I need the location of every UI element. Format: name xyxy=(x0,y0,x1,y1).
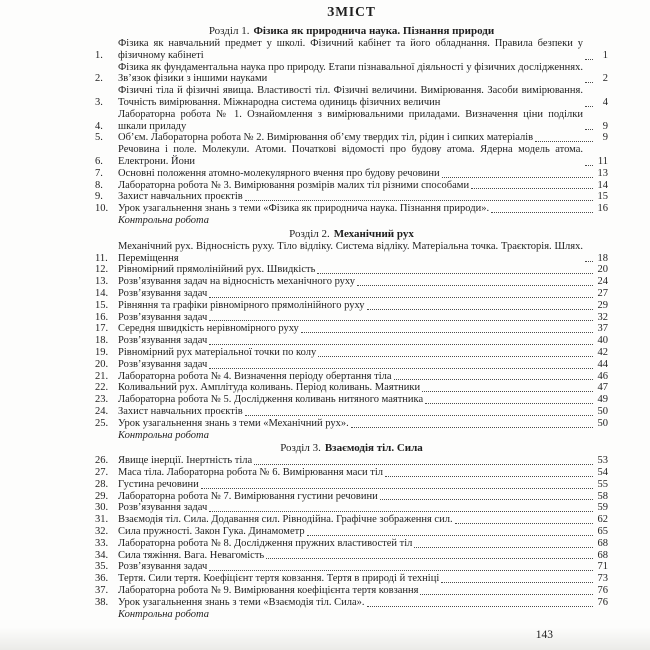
entry-number: 12. xyxy=(95,264,109,276)
entry-page: 55 xyxy=(597,478,608,490)
entry-page: 50 xyxy=(597,417,608,429)
toc-section xyxy=(95,25,608,227)
entry-title: Лабораторна робота № 7. Вимірювання густини речовини xyxy=(118,490,378,502)
entry-number: 1. xyxy=(95,49,103,61)
entry-page: 24 xyxy=(597,276,608,288)
entry-title: Об’єм. Лабораторна робота № 2. Вимірювання об’єму твердих тіл, рідин і сипких матеріалів xyxy=(118,132,534,144)
dot-leader xyxy=(209,569,593,571)
entry-title: Розв’язування задач xyxy=(118,561,208,573)
section-items xyxy=(95,455,608,608)
dot-leader xyxy=(357,284,593,286)
control-work-note: Контрольна робота xyxy=(118,214,210,226)
toc-entry xyxy=(95,191,608,203)
entry-number: 20. xyxy=(95,358,109,370)
entry-title: Захист навчальних проєктів xyxy=(118,405,243,417)
toc-entry xyxy=(95,312,608,324)
entry-title: Розв’язування задач xyxy=(118,287,208,299)
page-title: ЗМІСТ xyxy=(327,4,376,19)
entry-page: 44 xyxy=(597,358,608,370)
entry-title: Рівняння та графіки рівномірного прямолінійного руху xyxy=(118,299,365,311)
toc-entry xyxy=(95,538,608,550)
entry-number: 38. xyxy=(95,596,109,608)
toc-entry xyxy=(95,132,608,144)
entry-number: 28. xyxy=(95,478,109,490)
entry-number: 21. xyxy=(95,370,109,382)
entry-number: 11. xyxy=(95,252,108,264)
toc-entry xyxy=(95,62,608,86)
toc-entry xyxy=(95,300,608,312)
entry-number: 5. xyxy=(95,132,103,144)
entry-number: 16. xyxy=(95,311,109,323)
entry-page: 9 xyxy=(602,132,608,144)
dot-leader xyxy=(380,498,593,500)
toc-sections xyxy=(95,25,608,620)
entry-number: 27. xyxy=(95,467,109,479)
entry-number: 10. xyxy=(95,203,109,215)
entry-number: 25. xyxy=(95,417,109,429)
dot-leader xyxy=(209,343,593,345)
dot-leader xyxy=(209,510,593,512)
entry-number: 14. xyxy=(95,287,109,299)
dot-leader xyxy=(209,319,593,321)
dot-leader xyxy=(471,187,593,189)
entry-title: Лабораторна робота № 5. Дослідження коливань нитяного маятника xyxy=(118,394,424,406)
toc-entry xyxy=(95,394,608,406)
toc-entry xyxy=(95,597,608,609)
entry-page: 20 xyxy=(597,264,608,276)
dot-leader xyxy=(245,199,593,201)
dot-leader xyxy=(585,58,593,60)
entry-number: 36. xyxy=(95,573,109,585)
dot-leader xyxy=(385,475,593,477)
entry-number: 9. xyxy=(95,191,103,203)
entry-title: Взаємодія тіл. Сила. Додавання сил. Рівнодійна. Графічне зображення сил. xyxy=(118,514,453,526)
toc-entry xyxy=(95,109,608,133)
entry-page: 62 xyxy=(597,514,608,526)
section-title: Фізика як природнича наука. Пізнання природи xyxy=(253,25,495,37)
entry-title: Коливальний рух. Амплітуда коливань. Період коливань. Маятники xyxy=(118,382,421,394)
toc-entry xyxy=(95,550,608,562)
entry-title: Урок узагальнення знань з теми «Фізика як природнича наука. Пізнання природи». xyxy=(118,203,490,215)
entry-title: Тертя. Сили тертя. Коефіцієнт тертя ковзання. Тертя в природі й техніці xyxy=(118,573,440,585)
entry-page: 76 xyxy=(597,585,608,597)
section-title: Взаємодія тіл. Сила xyxy=(324,442,423,455)
entry-number: 30. xyxy=(95,502,109,514)
dot-leader xyxy=(425,402,593,404)
toc-entry xyxy=(95,323,608,335)
entry-title: Фізичні тіла й фізичні явища. Властивості тіл. Фізичні величини. Вимірювання. Засоби вимірювання. Точність вимірювання. Міжнародна система одиниць фізичних величин xyxy=(118,85,583,108)
toc-entry xyxy=(95,455,608,467)
entry-title: Механічний рух. Відносність руху. Тіло відліку. Система відліку. Матеріальна точка. Траєкторія. Шлях. Переміщення xyxy=(118,240,583,264)
entry-page: 27 xyxy=(597,287,608,299)
entry-page: 76 xyxy=(597,596,608,608)
entry-page: 18 xyxy=(597,252,608,264)
entry-title: Лабораторна робота № 3. Вимірювання розмірів малих тіл різними способами xyxy=(118,179,470,191)
entry-number: 22. xyxy=(95,382,109,394)
entry-page: 32 xyxy=(597,311,608,323)
toc-entry xyxy=(95,144,608,168)
entry-page: 11 xyxy=(597,155,608,167)
toc-entry xyxy=(95,168,608,180)
toc-entry xyxy=(95,406,608,418)
toc-entry xyxy=(95,526,608,538)
entry-number: 26. xyxy=(95,455,109,467)
entry-number: 32. xyxy=(95,526,109,538)
dot-leader xyxy=(585,164,593,166)
entry-page: 68 xyxy=(597,549,608,561)
dot-leader xyxy=(245,414,593,416)
entry-title: Лабораторна робота № 9. Вимірювання коефіцієнта тертя ковзання xyxy=(118,585,419,597)
dot-leader xyxy=(585,81,593,83)
entry-title: Розв’язування задач xyxy=(118,335,208,347)
entry-number: 3. xyxy=(95,96,103,108)
dot-leader xyxy=(491,211,593,213)
entry-page: 37 xyxy=(597,323,608,335)
entry-number: 35. xyxy=(95,561,109,573)
section-items xyxy=(95,38,608,215)
entry-title: Речовина і поле. Молекули. Атоми. Початкові відомості про будову атома. Ядерна модель атома. Електрони. Йони xyxy=(118,144,583,167)
entry-title: Урок узагальнення знань з теми «Взаємодія тіл. Сила». xyxy=(118,596,365,608)
entry-title: Лабораторна робота № 4. Визначення періоду обертання тіла xyxy=(118,370,392,382)
section-number: Розділ 3. xyxy=(280,442,321,455)
entry-number: 33. xyxy=(95,537,109,549)
dot-leader xyxy=(318,355,593,357)
page-number: 143 xyxy=(535,629,553,642)
toc-entry xyxy=(95,491,608,503)
toc-entry xyxy=(95,502,608,514)
entry-title: Розв’язування задач xyxy=(118,358,208,370)
dot-leader xyxy=(455,522,593,524)
entry-number: 6. xyxy=(95,155,103,167)
toc-entry xyxy=(95,573,608,585)
toc-section xyxy=(95,228,608,442)
toc-entry xyxy=(95,479,608,491)
toc-entry xyxy=(95,276,608,288)
dot-leader xyxy=(307,534,593,536)
entry-page: 71 xyxy=(597,561,608,573)
entry-title: Лабораторна робота № 1. Ознайомлення з вимірювальними приладами. Визначення ціни поділки шкали приладу xyxy=(118,108,583,132)
dot-leader xyxy=(441,581,593,583)
dot-leader xyxy=(535,140,593,142)
entry-page: 73 xyxy=(597,573,608,585)
entry-page: 1 xyxy=(602,49,608,61)
section-heading xyxy=(95,442,608,455)
toc-entry xyxy=(95,241,608,265)
entry-title: Явище інерції. Інертність тіла xyxy=(118,455,253,467)
toc-entry xyxy=(95,585,608,597)
entry-number: 24. xyxy=(95,405,109,417)
toc-entry xyxy=(95,561,608,573)
dot-leader xyxy=(351,426,593,428)
entry-number: 23. xyxy=(95,394,109,406)
dot-leader xyxy=(422,390,593,392)
dot-leader xyxy=(585,105,593,107)
section-items xyxy=(95,241,608,430)
entry-number: 17. xyxy=(95,323,109,335)
section-number: Розділ 2. xyxy=(289,227,330,240)
entry-title: Розв’язування задач xyxy=(118,502,208,514)
entry-number: 2. xyxy=(95,73,103,85)
entry-title: Густина речовини xyxy=(118,478,199,490)
entry-page: 14 xyxy=(597,179,608,191)
control-work-note: Контрольна робота xyxy=(118,608,210,620)
dot-leader xyxy=(585,260,593,262)
section-number: Розділ 1. xyxy=(208,25,250,37)
entry-page: 50 xyxy=(597,405,608,417)
entry-number: 29. xyxy=(95,490,109,502)
entry-page: 59 xyxy=(597,502,608,514)
entry-page: 13 xyxy=(597,167,608,179)
toc-entry xyxy=(95,359,608,371)
dot-leader xyxy=(317,272,593,274)
entry-title: Сила пружності. Закон Гука. Динамометр xyxy=(118,526,305,538)
entry-title: Маса тіла. Лабораторна робота № 6. Вимірювання маси тіл xyxy=(118,467,384,479)
dot-leader xyxy=(201,487,593,489)
entry-page: 65 xyxy=(597,526,608,538)
entry-number: 18. xyxy=(95,335,109,347)
toc-entry xyxy=(95,514,608,526)
entry-number: 19. xyxy=(95,346,109,358)
dot-leader xyxy=(394,378,593,380)
entry-page: 9 xyxy=(602,120,608,132)
entry-page: 40 xyxy=(597,335,608,347)
entry-title: Лабораторна робота № 8. Дослідження пружних властивостей тіл xyxy=(118,537,413,549)
entry-title: Рівномірний рух матеріальної точки по колу xyxy=(118,346,317,358)
dot-leader xyxy=(254,463,593,465)
toc-entry xyxy=(95,203,608,215)
toc-entry xyxy=(95,335,608,347)
dot-leader xyxy=(266,557,593,559)
entry-title: Основні положення атомно-молекулярного вчення про будову речовини xyxy=(118,167,440,179)
dot-leader xyxy=(442,176,593,178)
section-heading xyxy=(95,228,608,241)
toc-entry xyxy=(95,382,608,394)
toc-entry xyxy=(95,347,608,359)
entry-title: Середня швидкість нерівномірного руху xyxy=(118,323,299,335)
entry-title: Фізика як навчальний предмет у школі. Фізичний кабінет та його обладнання. Правила безпеки у фізичному кабінеті xyxy=(118,38,583,61)
entry-page: 42 xyxy=(597,346,608,358)
dot-leader xyxy=(301,331,593,333)
toc-entry xyxy=(95,85,608,109)
entry-page: 16 xyxy=(597,203,608,215)
section-heading xyxy=(95,25,608,38)
entry-page: 29 xyxy=(597,299,608,311)
dot-leader xyxy=(420,593,593,595)
entry-number: 34. xyxy=(95,549,109,561)
toc-entry xyxy=(95,371,608,383)
entry-number: 37. xyxy=(95,585,109,597)
entry-page: 2 xyxy=(602,73,608,85)
entry-page: 15 xyxy=(597,191,608,203)
entry-number: 4. xyxy=(95,120,103,132)
dot-leader xyxy=(585,128,593,130)
dot-leader xyxy=(209,296,593,298)
toc-entry xyxy=(95,418,608,430)
section-title: Механічний рух xyxy=(333,227,414,240)
entry-page: 49 xyxy=(597,394,608,406)
entry-page: 68 xyxy=(597,537,608,549)
entry-title: Рівномірний прямолінійний рух. Швидкість xyxy=(118,264,316,276)
entry-page: 54 xyxy=(597,467,608,479)
entry-number: 8. xyxy=(95,179,103,191)
entry-number: 31. xyxy=(95,514,109,526)
entry-number: 13. xyxy=(95,276,109,288)
entry-title: Урок узагальнення знань з теми «Механічний рух». xyxy=(118,417,349,429)
dot-leader xyxy=(367,605,594,607)
entry-page: 4 xyxy=(602,96,608,108)
entry-title: Фізика як фундаментальна наука про природу. Етапи пізнавальної діяльності у фізичних дослідженнях. Зв’язок фізики з іншими науками xyxy=(118,61,583,85)
entry-page: 47 xyxy=(597,382,608,394)
entry-number: 7. xyxy=(95,167,103,179)
dot-leader xyxy=(367,308,593,310)
toc-entry xyxy=(95,264,608,276)
entry-page: 53 xyxy=(597,455,608,467)
dot-leader xyxy=(209,367,593,369)
toc-entry xyxy=(95,180,608,192)
toc-section xyxy=(95,442,608,620)
control-work-note: Контрольна робота xyxy=(118,429,210,441)
dot-leader xyxy=(414,546,593,548)
entry-number: 15. xyxy=(95,299,109,311)
entry-title: Розв’язування задач xyxy=(118,311,208,323)
toc-entry xyxy=(95,38,608,62)
toc-entry xyxy=(95,288,608,300)
entry-title: Сила тяжіння. Вага. Невагомість xyxy=(118,549,265,561)
entry-title: Розв’язування задач на відносність механічного руху xyxy=(118,276,356,288)
toc-entry xyxy=(95,467,608,479)
entry-page: 46 xyxy=(597,370,608,382)
entry-title: Захист навчальних проєктів xyxy=(118,191,243,203)
entry-page: 58 xyxy=(597,490,608,502)
